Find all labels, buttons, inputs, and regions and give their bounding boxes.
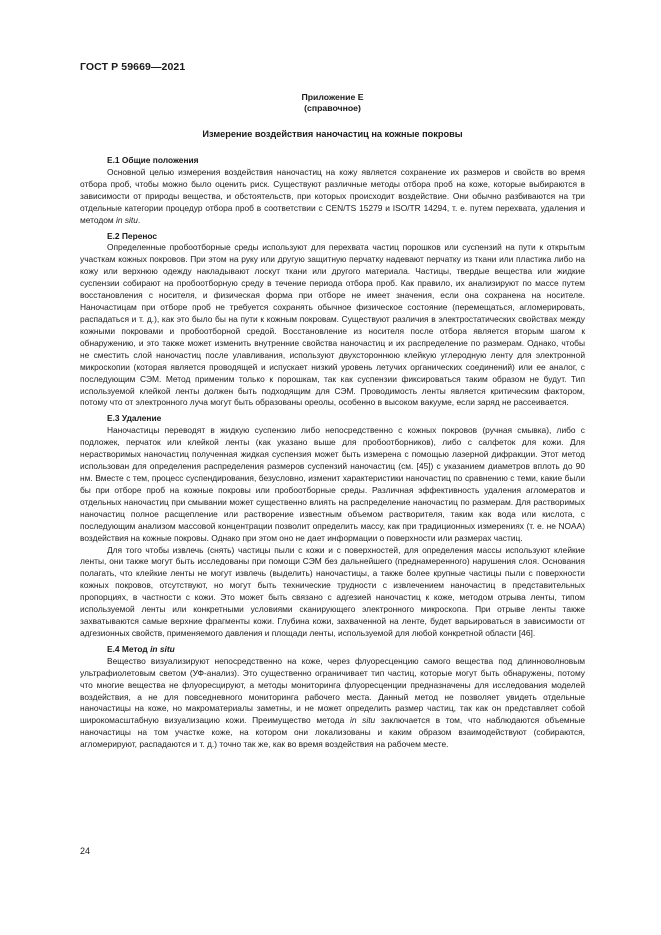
annex-label: Приложение Е — [301, 92, 364, 102]
page-number: 24 — [80, 846, 91, 856]
section-heading-e3: Е.3 Удаление — [107, 413, 162, 424]
annex-title: Измерение воздействия наночастиц на кожные покровы — [202, 129, 463, 139]
annex-body — [80, 155, 585, 751]
in-situ-term: in situ — [349, 715, 376, 726]
section-e3-paragraph-2: Для того чтобы извлечь (снять) частицы пыли с кожи и с поверхностей, для определения массы используют клейкие ленты, они также могут быть исследованы при помощи СЭМ без дальнейшего (преднамеренного) нарушения слоя. Основания полагать, что клейкие ленты не могут извлечь (выделить) наночастицы, а также более крупные частицы пыли с поверхности кожных покровов, отсутствуют, но могут быть технические трудности с извлечением наночастиц в представительных пропорциях, в частности с кожи. Это может быть связано с адгезией наночастиц к коже, методом отрыва ленты, типом используемой ленты или конкретными условиями сканирующего электронного микроскопа. При отрыве ленты также захватываются самые верхние фрагменты кожи. Глубина кожи, захваченной на ленте, будет варьироваться в зависимости от адгезионных свойств, применяемого давления и площади ленты, используемой для любой конкретной области [46]. — [80, 544, 585, 638]
section-heading-e2: Е.2 Перенос — [107, 230, 158, 241]
section-e3-paragraph-1: Наночастицы переводят в жидкую суспензию либо непосредственно с кожных покровов (ручная смывка), либо с подложек, перчаток или клейкой ленты (как указано выше для пробоотборников), либо с салфеток для кожи. Для нерастворимых наночастиц полученная жидкая суспензия может быть измерена с помощью лазерной дифракции. Этот метод использован для определения распределения размеров суспензий наночастиц (см. [45]) с указанием диаметров вплоть до 90 нм. Вместе с тем, процесс суспендирования, безусловно, изменит характеристики наночастиц по сравнению с теми, какие были бы при отборе проб на кожные покровы или пробоотборные среды. Различная эффективность удаления агломератов и отдельных наночастиц при смывании может существенно влиять на распределение наночастиц по размерам. Для растворимых наночастиц полное расщепление или растворение известным объемом растворителя, таким как вода или кислота, с последующим анализом массовой концентрации позволит определить массу, как при традиционных измерениях (т. е. не NOAA) воздействия на кожные покровы. Однако при этом оно не дает информации о поверхности или размерах частиц. — [80, 425, 585, 543]
section-heading-e4-italic: in situ — [150, 643, 175, 654]
section-e4-paragraph-1: Вещество визуализируют непосредственно на коже, через флуоресценцию самого вещества под длинноволновым ультрафиолетовым светом (УФ-анализ). Это существенно ограничивает тип частиц, которые могут быть обнаружены, потому что многие вещества не флуоресцируют, а методы мониторинга флуоресценции предназначены для исследования моделей воздействия, а не для повседневного мониторинга рабочего места. Данный метод не позволяет увидеть отдельные наночастицы на коже, но макроматериалы заметны, и не может определить размер частиц, так как он представляет собой широкомасштабную визуализацию кожи. Преимущество метода in situ заключается в том, что наблюдаются объемные наночастицы на том участке коже, на котором они локализованы и каким образом взаимодействуют (собираются, агломерируют, распадаются и т. д.) точно так же, как во время воздействия на рабочем месте. — [80, 655, 585, 750]
section-heading-e4 — [80, 644, 585, 656]
section-e1-paragraph-1: Основной целью измерения воздействия наночастиц на кожу является сохранение их размеров и свойств во время отбора проб, чтобы можно было оценить риск. Существуют различные методы отбора проб на коже, которые выбираются в зависимости от природы вещества, и обстоятельств, при которых происходит воздействие. Они обычно разбиваются на три отдельные категории процедур отбора проб в соответствии с CEN/TS 15279 и ISO/TR 14294, т. е. путем перехвата, удаления и методом in situ. — [80, 166, 585, 225]
annex-header — [80, 92, 585, 114]
document-code: ГОСТ Р 59669—2021 — [80, 61, 186, 73]
section-heading-e4-prefix: Е.4 Метод — [107, 643, 151, 654]
section-e2-paragraph-1: Определенные пробоотборные среды используют для перехвата частиц порошков или суспензий на пути к открытым участкам кожных покровов. При этом на руку или другую защитную перчатку надевают перчатку из ткани или пластика либо на кожу или верхнюю одежду накладывают лоскут ткани или другого материала. Частицы, твердые вещества или жидкие суспензии собирают на пробоотборную среду в течение периода отбора проб. Как правило, их анализируют по массе путем восстановления с носителя, и физическая форма при отборе не имеет значения, если она сохранена на носителе. Наночастицам при отборе проб не требуется сохранять обычное физическое состояние (перемещаться, агломерировать, распадаться и т. д.), как это было бы на пути к кожным покровам. Существуют различия в электростатических свойствах между кожными покровами и пробоотборной средой. Восстановление из носителя после отбора является вторым шагом к обнаружению, и это также может изменить внутренние свойства наночастиц и их распределение по размерам. Однако, чтобы не сместить слой наночастиц после улавливания, используют двухстороннюю клейкую углеродную ленту для электронной микроскопии (которая является проводящей и испускает низкий уровень летучих органических соединений) или ее аналог, с последующим СЭМ. Метод применим только к порошкам, так как суспензии фиксироваться таким образом не будут. Тип используемой клейкой ленты должен быть подходящим для СЭМ. Проводимость ленты является критическим фактором, потому что от электронного луча могут быть образованы ореолы, особенно в высоком вакууме, если заряд не рассеивается. — [80, 242, 585, 408]
annex-kind: (справочное) — [304, 103, 361, 113]
in-situ-term: in situ — [115, 214, 138, 225]
section-heading-e1: Е.1 Общие положения — [107, 155, 199, 165]
